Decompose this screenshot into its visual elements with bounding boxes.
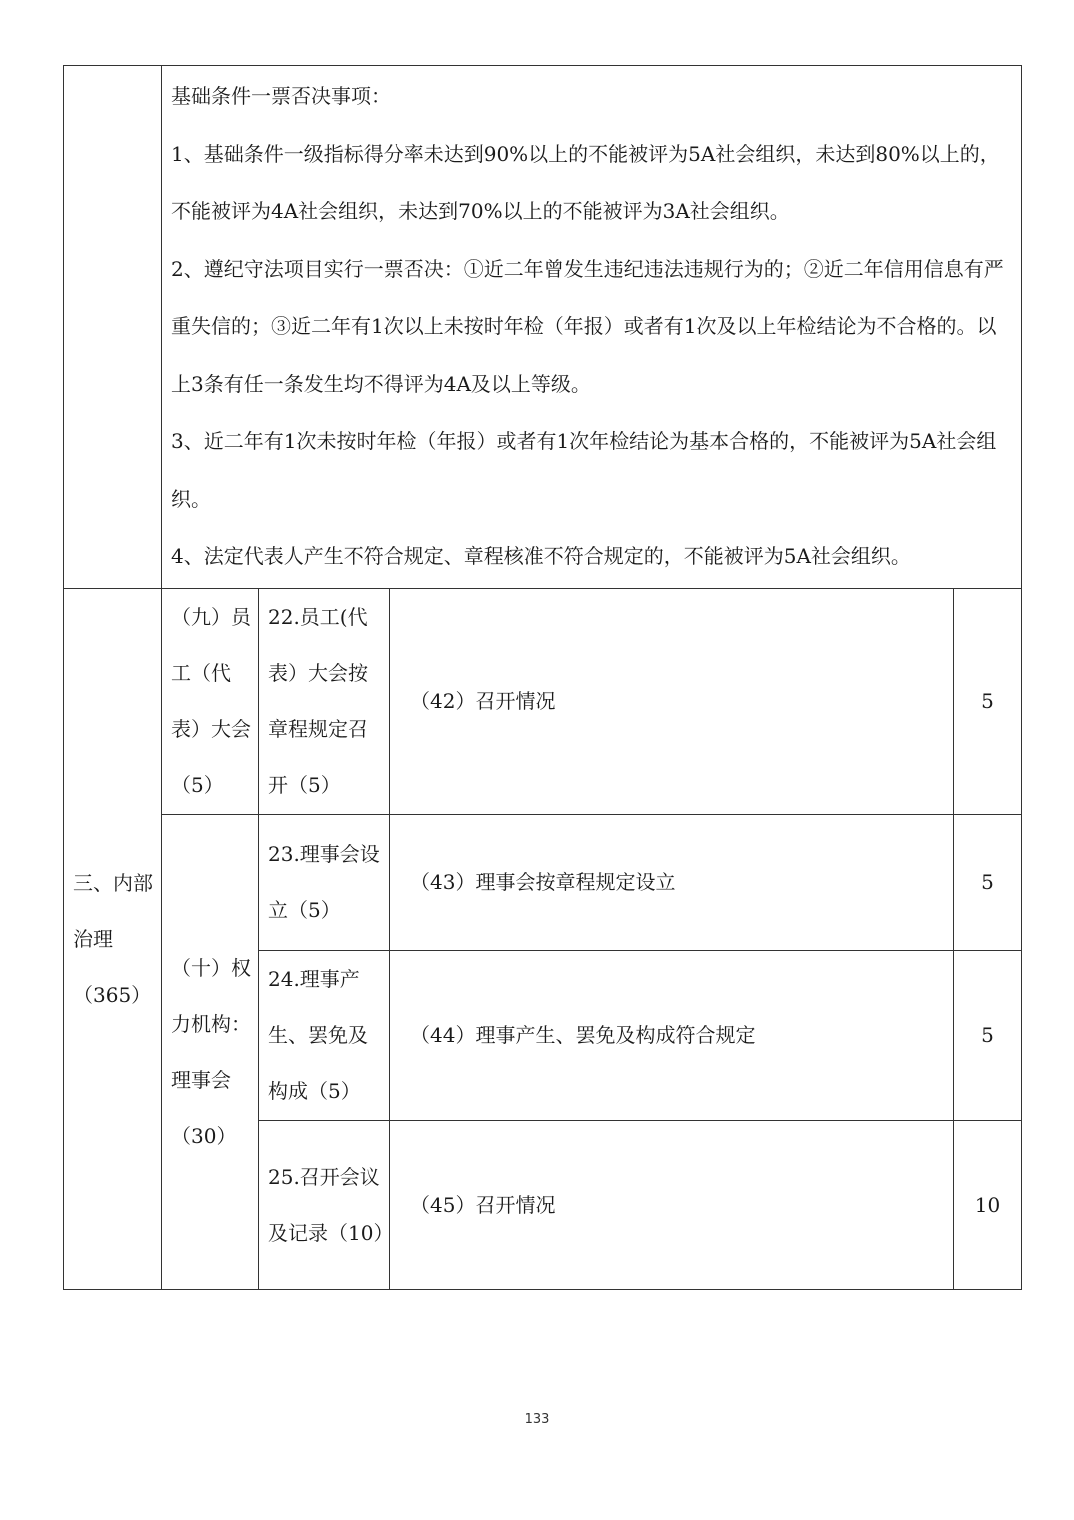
table-row bbox=[64, 814, 1022, 950]
score-cell: 5 bbox=[954, 950, 1022, 1120]
score-cell: 5 bbox=[954, 814, 1022, 950]
tertiary-item-cell: 25.召开会议及记录（10） bbox=[259, 1120, 390, 1289]
veto-item-2: 2、遵纪守法项目实行一票否决：①近二年曾发生违纪违法违规行为的；②近二年信用信息有严重失信的；③近二年有1次以上未按时年检（年报）或者有1次及以上年检结论为不合格的。以上3条有任一条发生均不得评为4A及以上等级。 bbox=[171, 256, 1004, 396]
score-cell: 5 bbox=[954, 588, 1022, 814]
veto-row bbox=[64, 66, 1022, 589]
tertiary-item-cell: 24.理事产生、罢免及构成（5） bbox=[259, 950, 390, 1120]
veto-item-1: 1、基础条件一级指标得分率未达到90%以上的不能被评为5A社会组织，未达到80%以上的，不能被评为4A社会组织，未达到70%以上的不能被评为3A社会组织。 bbox=[171, 141, 1000, 223]
indicator-cell: （42）召开情况 bbox=[390, 588, 954, 814]
page-number: 133 bbox=[524, 1412, 550, 1427]
primary-category-cell: 三、内部治理（365） bbox=[64, 588, 162, 1289]
indicator-cell: （43）理事会按章程规定设立 bbox=[390, 814, 954, 950]
veto-item-3: 3、近二年有1次未按时年检（年报）或者有1次年检结论为基本合格的，不能被评为5A社会组织。 bbox=[171, 429, 997, 511]
veto-blank-cell bbox=[64, 66, 162, 589]
veto-cell bbox=[162, 66, 1022, 589]
secondary-category-cell: （十）权力机构：理事会（30） bbox=[162, 814, 259, 1289]
table-row bbox=[64, 588, 1022, 814]
secondary-category-cell: （九）员工（代表）大会（5） bbox=[162, 588, 259, 814]
tertiary-item-cell: 22.员工(代表）大会按章程规定召开（5） bbox=[259, 588, 390, 814]
indicator-cell: （44）理事产生、罢免及构成符合规定 bbox=[390, 950, 954, 1120]
veto-title: 基础条件一票否决事项： bbox=[171, 84, 391, 108]
indicator-cell: （45）召开情况 bbox=[390, 1120, 954, 1289]
score-cell: 10 bbox=[954, 1120, 1022, 1289]
evaluation-table bbox=[63, 65, 1022, 1290]
veto-item-4: 4、法定代表人产生不符合规定、章程核准不符合规定的，不能被评为5A社会组织。 bbox=[171, 544, 911, 568]
tertiary-item-cell: 23.理事会设立（5） bbox=[259, 814, 390, 950]
